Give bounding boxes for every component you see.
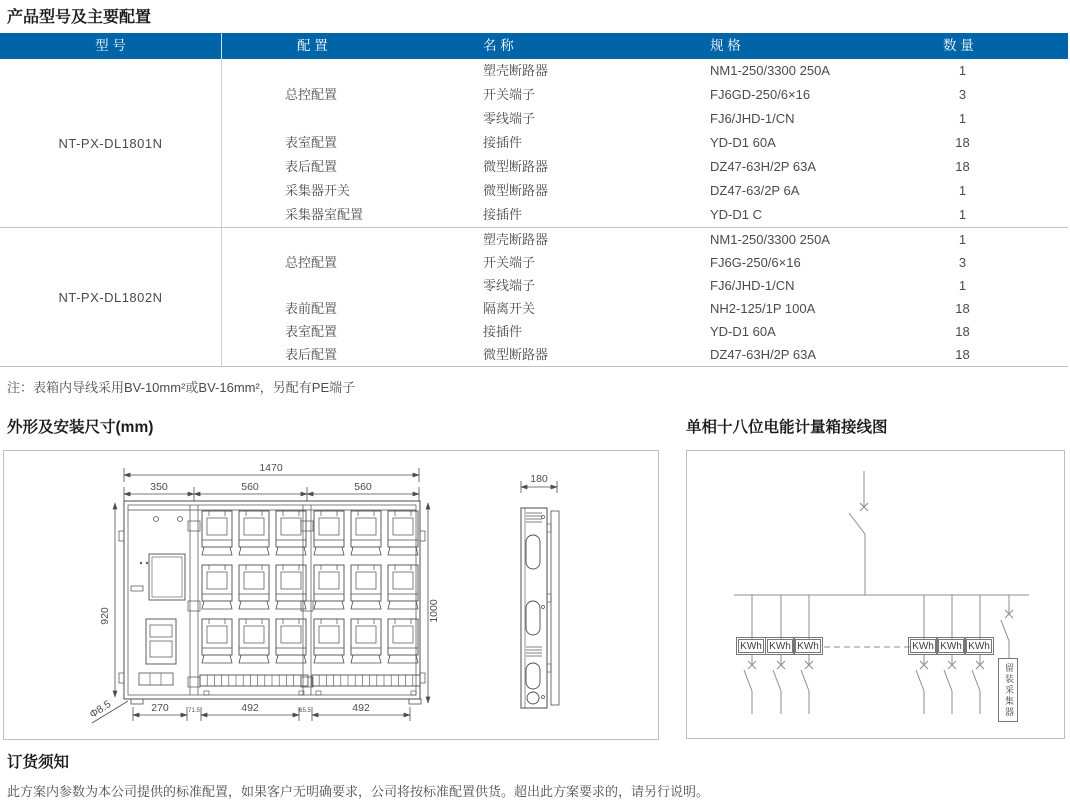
model-cell: NT-PX-DL1802N bbox=[0, 228, 222, 366]
table-row bbox=[222, 203, 1068, 227]
cell-qty: 18 bbox=[955, 159, 970, 174]
front-view bbox=[119, 501, 425, 704]
table-row bbox=[222, 59, 1068, 83]
cell-name: 零线端子 bbox=[483, 111, 536, 126]
table-row bbox=[222, 251, 1068, 274]
cell-name: 零线端子 bbox=[483, 278, 536, 293]
cell-name: 接插件 bbox=[483, 135, 523, 150]
cell-name: 微型断路器 bbox=[483, 159, 549, 174]
main-feed bbox=[849, 471, 868, 595]
table-row bbox=[222, 179, 1068, 203]
collector-box-label: 留装采集器 bbox=[998, 658, 1018, 722]
cell-spec: FJ6/JHD-1/CN bbox=[710, 278, 795, 293]
cell-name: 塑壳断路器 bbox=[483, 232, 549, 247]
table-row bbox=[222, 83, 1068, 107]
cell-qty: 18 bbox=[955, 301, 970, 316]
cell-config bbox=[222, 274, 455, 297]
table-row bbox=[222, 131, 1068, 155]
cell-qty: 1 bbox=[958, 111, 967, 126]
cell-qty: 18 bbox=[955, 135, 970, 150]
dim-label-hole: Φ8.5 bbox=[87, 698, 114, 721]
kwh-meter-label: KWh bbox=[738, 639, 764, 653]
wiring-panel bbox=[686, 450, 1065, 739]
col-header-name: 名 称 bbox=[483, 38, 514, 53]
dim-label: 560 bbox=[241, 481, 259, 493]
dim-label: 350 bbox=[150, 481, 168, 493]
table-row bbox=[222, 228, 1068, 251]
dimensions-panel bbox=[3, 450, 659, 740]
cell-config: 表室配置 bbox=[285, 135, 338, 150]
table-row bbox=[222, 297, 1068, 320]
table-header-row bbox=[0, 33, 1068, 59]
cell-config bbox=[222, 59, 455, 83]
model-cell: NT-PX-DL1801N bbox=[0, 59, 222, 227]
dim-label: 180 bbox=[530, 473, 548, 485]
cell-name: 塑壳断路器 bbox=[483, 63, 549, 78]
cell-name: 接插件 bbox=[483, 324, 523, 339]
cell-config: 采集器开关 bbox=[285, 183, 351, 198]
cell-name: 开关端子 bbox=[483, 87, 536, 102]
cell-config: 总控配置 bbox=[285, 87, 338, 102]
cell-config: 表后配置 bbox=[285, 159, 338, 174]
cell-qty: 3 bbox=[958, 87, 967, 102]
col-header-config: 配 置 bbox=[297, 38, 328, 53]
page-title: 产品型号及主要配置 bbox=[7, 9, 152, 26]
table-row bbox=[222, 274, 1068, 297]
dim-label: 65.5 bbox=[299, 708, 311, 714]
product-config-table bbox=[0, 33, 1068, 367]
cell-config bbox=[222, 228, 455, 251]
cell-spec: FJ6GD-250/6×16 bbox=[710, 87, 811, 102]
cell-config: 采集器室配置 bbox=[285, 207, 364, 222]
cell-name: 微型断路器 bbox=[483, 347, 549, 362]
ordering-text: 此方案内参数为本公司提供的标准配置，如果客户无明确要求，公司将按标准配置供货。超出此方案要求的，请另行说明。 bbox=[7, 784, 710, 799]
dimensions-heading: 外形及安装尺寸(mm) bbox=[7, 419, 154, 436]
cell-name: 微型断路器 bbox=[483, 183, 549, 198]
cell-qty: 1 bbox=[958, 232, 967, 247]
group-rows bbox=[222, 59, 1068, 227]
cell-spec: YD-D1 60A bbox=[710, 135, 776, 150]
table-row bbox=[222, 155, 1068, 179]
cell-spec: DZ47-63H/2P 63A bbox=[710, 159, 816, 174]
cell-config: 总控配置 bbox=[285, 255, 338, 270]
table-row bbox=[222, 107, 1068, 131]
ordering-heading: 订货须知 bbox=[7, 754, 70, 771]
cell-name: 隔离开关 bbox=[483, 301, 536, 316]
cell-spec: NM1-250/3300 250A bbox=[710, 232, 830, 247]
table-row bbox=[222, 343, 1068, 366]
cell-spec: YD-D1 60A bbox=[710, 324, 776, 339]
cell-qty: 18 bbox=[955, 324, 970, 339]
side-view bbox=[521, 508, 559, 708]
cell-spec: FJ6/JHD-1/CN bbox=[710, 111, 795, 126]
cell-spec: DZ47-63/2P 6A bbox=[710, 183, 800, 198]
dim-label: 492 bbox=[352, 702, 370, 714]
wiring-heading: 单相十八位电能计量箱接线图 bbox=[686, 419, 888, 436]
collector-branch bbox=[1001, 595, 1013, 658]
dim-label: 1000 bbox=[428, 599, 440, 623]
cell-spec: DZ47-63H/2P 63A bbox=[710, 347, 816, 362]
cell-spec: NH2-125/1P 100A bbox=[710, 301, 816, 316]
kwh-meter-label: KWh bbox=[795, 639, 821, 653]
cell-name: 接插件 bbox=[483, 207, 523, 222]
table-group bbox=[0, 59, 1068, 228]
cell-qty: 1 bbox=[958, 183, 967, 198]
dim-label: 492 bbox=[241, 702, 259, 714]
cell-name: 开关端子 bbox=[483, 255, 536, 270]
cell-qty: 1 bbox=[958, 207, 967, 222]
cell-config bbox=[222, 107, 455, 131]
cell-qty: 1 bbox=[958, 278, 967, 293]
group-rows bbox=[222, 228, 1068, 366]
meter-branches bbox=[744, 595, 984, 714]
table-body bbox=[0, 59, 1068, 367]
kwh-meter-label: KWh bbox=[767, 639, 793, 653]
dim-label: 560 bbox=[354, 481, 372, 493]
kwh-meter-label: KWh bbox=[966, 639, 992, 653]
kwh-meter-label: KWh bbox=[938, 639, 964, 653]
table-row bbox=[222, 320, 1068, 343]
table-group bbox=[0, 228, 1068, 367]
cell-qty: 18 bbox=[955, 347, 970, 362]
cell-qty: 1 bbox=[958, 63, 967, 78]
cell-spec: NM1-250/3300 250A bbox=[710, 63, 830, 78]
col-header-model: 型 号 bbox=[0, 33, 222, 59]
cell-spec: YD-D1 C bbox=[710, 207, 763, 222]
col-header-spec: 规 格 bbox=[710, 38, 741, 53]
col-header-qty: 数 量 bbox=[943, 38, 974, 53]
cell-spec: FJ6G-250/6×16 bbox=[710, 255, 801, 270]
cell-config: 表前配置 bbox=[285, 301, 338, 316]
outline-drawing bbox=[4, 451, 658, 739]
cell-config: 表室配置 bbox=[285, 324, 338, 339]
dim-label: 71.5 bbox=[188, 708, 200, 714]
cell-config: 表后配置 bbox=[285, 347, 338, 362]
dim-label: 1470 bbox=[259, 462, 283, 474]
dim-label: 920 bbox=[99, 607, 111, 625]
dim-label: 270 bbox=[151, 702, 169, 714]
cell-qty: 3 bbox=[958, 255, 967, 270]
kwh-meter-label: KWh bbox=[910, 639, 936, 653]
table-note: 注：表箱内导线采用BV-10mm²或BV-16mm²，另配有PE端子 bbox=[7, 380, 356, 395]
